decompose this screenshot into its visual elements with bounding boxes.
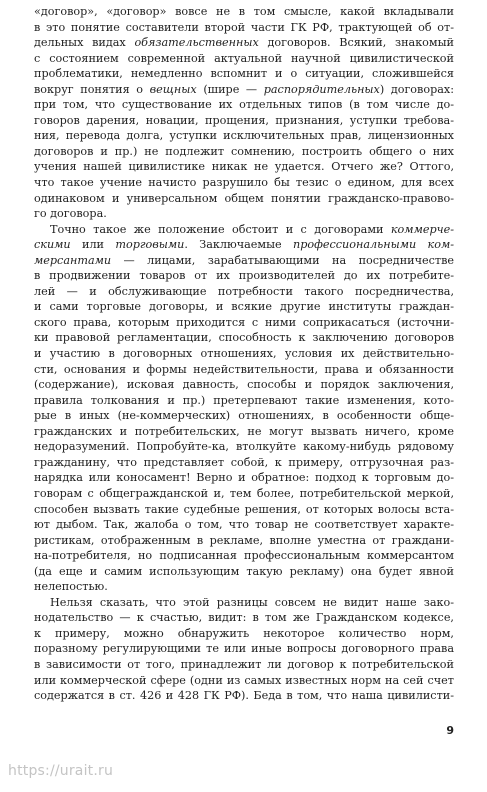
text-line [34,424,454,440]
text-line [34,688,454,704]
italic-term: распорядительных [263,82,380,96]
text-run: одинаковом и универсальном общем понятии гражданско-правово- [34,191,454,205]
text-run: (содержание), исковая давность, способы и порядок заключения, [34,378,454,392]
text-run: ния, перевода долга, уступки исключительных прав, лицензионных [34,129,454,143]
text-run: рые в иных (не-коммерческих) отношениях, в особенности обще- [34,409,454,423]
text-line [34,673,454,689]
text-run: Точно такое же положение обстоит и с договорами [50,222,391,236]
page-number: 9 [446,724,454,737]
text-line [34,4,454,20]
italic-term: мерсантами [34,253,112,267]
text-line [34,393,454,409]
text-run: правила толкования и пр.) претерпевают такие изменения, кото- [34,393,454,407]
text-run: с состоянием современной актуальной научной цивилистической [34,51,454,65]
text-line [34,610,454,626]
text-run: поразному регулирующими те или иные вопросы договорного права [34,642,454,656]
text-run: недоразумений. Попробуйте-ка, втолкуйте какому-нибудь рядовому [34,440,454,454]
italic-term: скими [34,238,71,252]
text-run: «договор», «договор» вовсе не в том смысле, какой вкладывали [34,5,454,18]
italic-term: профессиональными ком- [293,238,454,252]
text-run: нарядка или коносамент! Верно и обратное: подход к торговым до- [34,471,454,485]
text-run: дельных видах [34,36,135,50]
italic-term: коммерче- [390,222,454,236]
text-run: вокруг понятия о [34,82,150,96]
text-run: к примеру, можно обнаружить некоторое количество норм, [34,626,454,640]
text-run: и участию в договорных отношениях, условия их действительно- [34,347,454,361]
italic-term: вещных [149,82,197,96]
text-line [34,35,454,51]
text-line [34,641,454,657]
text-run: ки правовой регламентации, способность к заключению договоров [34,331,454,345]
text-line [34,517,454,533]
text-line [34,299,454,315]
text-line [34,330,454,346]
text-line [34,175,454,191]
text-line [34,502,454,518]
body-text [34,4,454,704]
text-line [34,315,454,331]
text-line [34,159,454,175]
text-line [34,284,454,300]
text-run: гражданину, что представляет собой, к примеру, отгрузочная раз- [34,455,454,469]
text-line [34,66,454,82]
text-line [34,595,454,611]
text-line [34,128,454,144]
text-line [34,113,454,129]
text-line [34,564,454,580]
text-line [34,253,454,269]
text-line [34,486,454,502]
text-line [34,455,454,471]
text-run: (да еще и самим использующим такую рекламу) она будет явной [34,564,454,578]
text-run: содержатся в ст. 426 и 428 ГК РФ). Беда в том, что наша цивилисти- [34,689,454,703]
text-run: ) договорах: [379,82,454,96]
text-run: договоров и пр.) не подлежит сомнению, построить общего о них [34,144,454,158]
italic-term: торговыми [115,238,185,252]
text-line [34,626,454,642]
text-run: договоров. Всякий, знакомый [258,36,454,50]
text-line [34,439,454,455]
italic-term: обязательственных [134,36,259,50]
text-line [34,346,454,362]
text-line [34,548,454,564]
text-line [34,362,454,378]
text-line [34,144,454,160]
text-run: ют дыбом. Так, жалоба о том, что товар не соответствует характе- [34,518,454,532]
text-line [34,20,454,36]
text-line [34,97,454,113]
text-run: в продвижении товаров от их производителей до их потребите- [34,269,454,283]
text-run: в зависимости от того, принадлежит ли договор к потребительской [34,657,454,671]
text-run: при том, что существование их отдельных типов (в том числе до- [34,98,454,112]
text-run: или коммерческой сфере (одни из самых известных норм на сей счет [34,673,454,687]
text-line [34,82,454,98]
text-run: говоров дарения, новации, прощения, признания, уступки требова- [34,113,454,127]
text-run: лей — и обслуживающие потребности такого посредничества, [34,284,454,298]
text-run: нелепостью. [34,580,108,594]
text-run: гражданских и потребительских, не могут вызвать ничего, кроме [34,424,454,438]
text-run: говорам с общегражданской и, тем более, потребительской меркой, [34,486,454,500]
text-run: (шире — [196,82,264,96]
text-line [34,268,454,284]
text-line [34,237,454,253]
text-run: в это понятие составители второй части ГК РФ, трактующей об от- [34,20,454,34]
text-run: — лицами, зарабатывающими на посредничестве [111,253,454,267]
text-line [34,191,454,207]
text-run: . Заключаемые [184,238,294,252]
text-run: сти, основания и формы недействительности, права и обязанности [34,362,454,376]
text-run: го договора. [34,207,107,221]
text-run: учения нашей цивилистике никак не удается. Отчего же? Оттого, [34,160,454,174]
text-run: и сами торговые договоры, и всякие другие институты граждан- [34,300,454,314]
text-run: что такое учение начисто разрушило бы тезис о едином, для всех [34,176,454,190]
watermark: https://urait.ru [8,763,114,779]
text-line [34,533,454,549]
text-line [34,470,454,486]
text-run: нодательство — к счастью, видит: в том же Гражданском кодексе, [34,611,454,625]
text-line [34,657,454,673]
text-run: способен вызвать такие судебные решения, от которых волосы вста- [34,502,454,516]
text-line [34,51,454,67]
text-line [34,222,454,238]
text-line [34,408,454,424]
text-line [34,579,454,595]
text-line [34,206,454,222]
text-run: ристикам, отображенным в рекламе, вполне уместна от граждани- [34,533,454,547]
text-run: проблематики, немедленно вспомнит и о ситуации, сложившейся [34,67,454,81]
text-run: ского права, которым приходится с ними соприкасаться (источни- [34,315,454,329]
text-run: или [70,238,116,252]
text-line [34,377,454,393]
text-run: на-потребителя, но подписанная профессиональным коммерсантом [34,549,454,563]
text-run: Нельзя сказать, что этой разницы совсем не видит наше зако- [50,595,454,609]
